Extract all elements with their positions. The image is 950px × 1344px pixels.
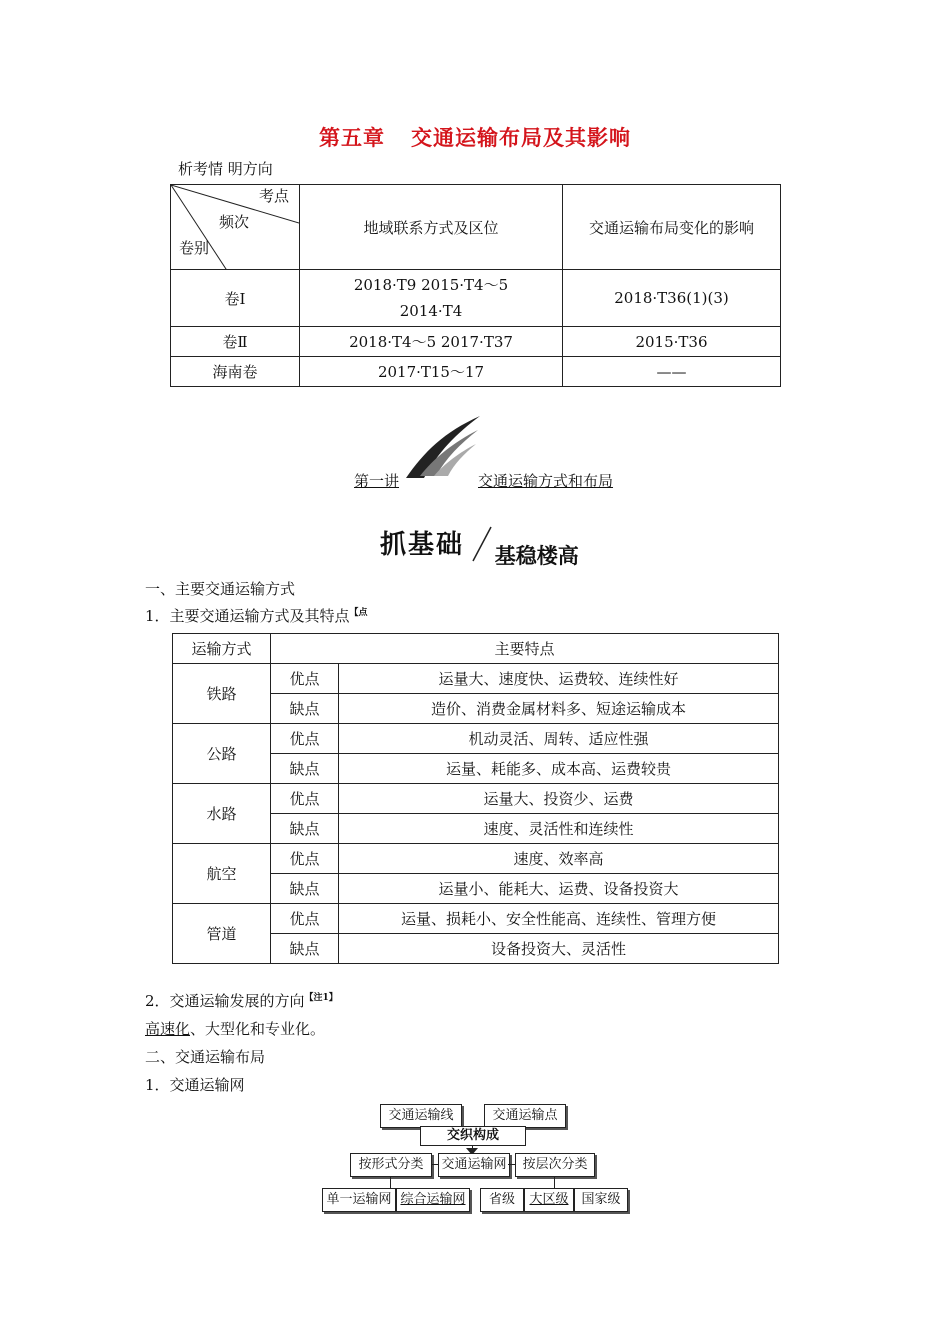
box-combined-network: [396, 1188, 470, 1212]
box-single-network: 单一运输网: [322, 1188, 396, 1212]
table-row: [171, 357, 781, 387]
chapter-number: 第五章: [319, 125, 385, 150]
subheading-3: 1．交通运输网: [145, 1076, 245, 1094]
box-national: 国家级: [574, 1188, 628, 1212]
cell-line: 2014·T4: [399, 302, 463, 320]
chapter-name: 交通运输布局及其影响: [411, 125, 631, 150]
subheading-1-text: 1．主要交通运输方式及其特点: [145, 607, 350, 625]
connector: [390, 1176, 391, 1188]
dis-text: 造价、消费金属材料多、短途运输成本: [339, 694, 779, 724]
corner-cell: [171, 185, 300, 270]
banner-slash-icon: [469, 523, 495, 563]
corner-bottom: 卷别: [179, 239, 210, 257]
column-header: 交通运输布局变化的影响: [563, 185, 781, 270]
section-intro: 析考情 明方向: [178, 160, 273, 178]
lecture-label: [354, 470, 399, 491]
row-cell: 2015·T36: [563, 327, 781, 357]
corner-middle: 频次: [219, 213, 250, 231]
note-marker: 【点: [349, 608, 368, 618]
dis-label: 缺点: [271, 934, 339, 964]
heading-2: 二、交通运输布局: [145, 1048, 266, 1066]
box-by-level: 按层次分类: [515, 1153, 595, 1177]
adv-text: 运量大、投资少、运费: [339, 784, 779, 814]
cell-line: 2018·T9 2015·T4～5: [353, 276, 509, 294]
exam-frequency-table: [170, 184, 781, 387]
subheading-2-text: 2．交通运输发展的方向: [145, 992, 305, 1010]
banner-left: 抓基础: [380, 530, 465, 560]
box-regional: [524, 1188, 574, 1212]
connector: [508, 1164, 515, 1165]
dis-label: 缺点: [271, 694, 339, 724]
box-provincial: 省级: [480, 1188, 524, 1212]
lecture-number: 第一讲: [354, 472, 400, 490]
adv-text: 速度、效率高: [339, 844, 779, 874]
column-header: 地域联系方式及区位: [300, 185, 563, 270]
row-cell: ——: [563, 357, 781, 387]
swoosh-emblem-icon: [404, 412, 484, 482]
table-row: [173, 664, 779, 694]
row-cell: 2018·T4～5 2017·T37: [300, 327, 563, 357]
column-header: 主要特点: [271, 634, 779, 664]
row-cell: [300, 270, 563, 327]
table-row: [171, 327, 781, 357]
adv-text: 机动灵活、周转、适应性强: [339, 724, 779, 754]
heading-1: 一、主要交通运输方式: [145, 580, 296, 598]
table-row: [173, 784, 779, 814]
mode-name: 水路: [173, 784, 271, 844]
table-row: [173, 844, 779, 874]
mode-name: 航空: [173, 844, 271, 904]
box-by-form: 按形式分类: [350, 1153, 432, 1177]
dis-text: 速度、灵活性和连续性: [339, 814, 779, 844]
dis-text: 运量小、能耗大、运费、设备投资大: [339, 874, 779, 904]
adv-label: 优点: [271, 784, 339, 814]
adv-label: 优点: [271, 664, 339, 694]
banner-right: 基稳楼高: [494, 544, 579, 568]
mode-name: 铁路: [173, 664, 271, 724]
column-header: 运输方式: [173, 634, 271, 664]
connector: [554, 1176, 555, 1188]
lecture-title-text: 交通运输方式和布局: [478, 472, 614, 490]
adv-label: 优点: [271, 904, 339, 934]
subheading-2: [145, 990, 338, 1011]
adv-text: 运量大、速度快、运费较、连续性好: [339, 664, 779, 694]
row-label: 海南卷: [171, 357, 300, 387]
combined-text: 综合运输网: [400, 1192, 466, 1207]
dis-label: 缺点: [271, 814, 339, 844]
row-cell: 2018·T36(1)(3): [563, 270, 781, 327]
connector: [431, 1164, 438, 1165]
corner-top: 考点: [259, 187, 290, 205]
section-banner: [380, 523, 579, 568]
dis-label: 缺点: [271, 754, 339, 784]
adv-text: 运量、损耗小、安全性能高、连续性、管理方便: [339, 904, 779, 934]
transport-modes-table: [172, 633, 779, 964]
box-compose: 交织构成: [420, 1126, 526, 1146]
adv-label: 优点: [271, 844, 339, 874]
row-cell: 2017·T15～17: [300, 357, 563, 387]
dis-label: 缺点: [271, 874, 339, 904]
regional-text: 大区级: [529, 1192, 569, 1207]
note-marker: 【注1】: [304, 993, 338, 1003]
direction-rest: 、大型化和专业化。: [190, 1020, 326, 1038]
lecture-title: [478, 470, 613, 491]
box-transport-point: 交通运输点: [484, 1104, 566, 1128]
subheading-1: [145, 605, 368, 626]
mode-name: 公路: [173, 724, 271, 784]
box-network: 交通运输网: [438, 1153, 510, 1177]
direction-underlined: 高速化: [145, 1020, 191, 1038]
adv-label: 优点: [271, 724, 339, 754]
mode-name: 管道: [173, 904, 271, 964]
table-row: [171, 270, 781, 327]
dis-text: 设备投资大、灵活性: [339, 934, 779, 964]
table-row: [173, 724, 779, 754]
direction-text: [145, 1018, 325, 1039]
table-row: [173, 904, 779, 934]
box-transport-line: 交通运输线: [380, 1104, 462, 1128]
row-label: 卷Ⅱ: [171, 327, 300, 357]
row-label: 卷Ⅰ: [171, 270, 300, 327]
chapter-title: [0, 122, 950, 152]
dis-text: 运量、耗能多、成本高、运费较贵: [339, 754, 779, 784]
